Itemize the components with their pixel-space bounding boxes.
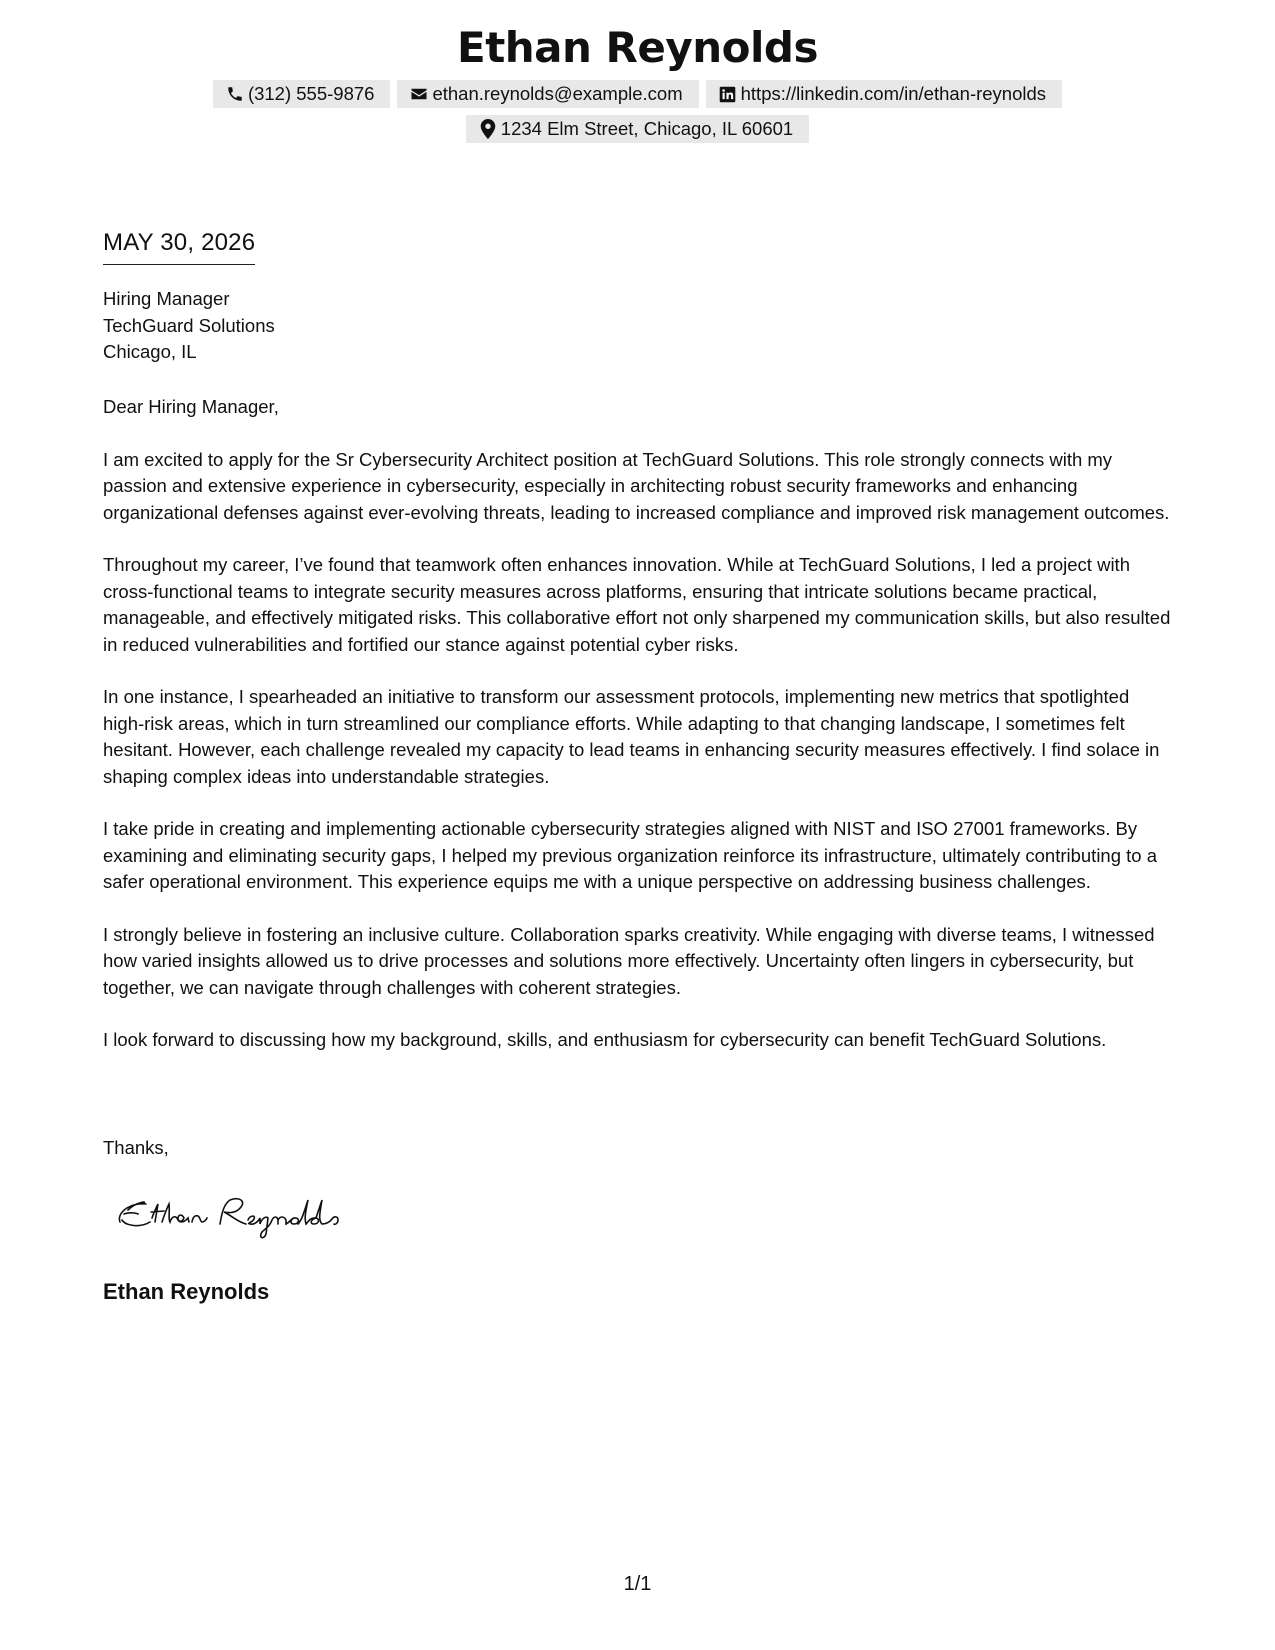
recipient-location: Chicago, IL xyxy=(103,341,197,362)
body-paragraph: I look forward to discussing how my background, skills, and enthusiasm for cybersecurity can benefit TechGuard Solutions. xyxy=(103,1029,1107,1050)
phone-icon xyxy=(225,84,245,104)
page-number: 1/1 xyxy=(623,1573,652,1595)
applicant-name-heading: Ethan Reynolds xyxy=(457,23,818,72)
recipient-company: TechGuard Solutions xyxy=(103,314,275,336)
phone-chip[interactable] xyxy=(213,80,391,108)
letter-date: MAY 30, 2026 xyxy=(103,227,255,265)
handwritten-signature xyxy=(112,1182,352,1242)
salutation: Dear Hiring Manager, xyxy=(103,396,279,417)
recipient-title: Hiring Manager xyxy=(103,288,230,309)
body-paragraph: I am excited to apply for the Sr Cybersecurity Architect position at TechGuard Solutions. This role strongly connects with my passion and extensive experience in cybersecurity, especially in architecting robust security frameworks and enhancing organizational defenses against ever-evolving threats, leading to increased compliance and improved risk management outcomes. xyxy=(103,448,1170,523)
phone-text: (312) 555-9876 xyxy=(247,83,375,104)
letter-body xyxy=(103,394,1173,1080)
body-paragraph: In one instance, I spearheaded an initiative to transform our assessment protocols, implementing new metrics that spotlighted high-risk areas, which in turn streamlined our compliance efforts. While adapting to that changing landscape, I sometimes felt hesitant. However, each challenge revealed my capacity to lead teams in enhancing security measures effectively. I find solace in shaping complex ideas into understandable strategies. xyxy=(103,686,1160,787)
address-row xyxy=(0,115,1275,143)
linkedin-text: https://linkedin.com/in/ethan-reynolds xyxy=(740,83,1047,104)
body-paragraph: I take pride in creating and implementing actionable cybersecurity strategies aligned with NIST and ISO 27001 frameworks. By examining and eliminating security gaps, I helped my previous organization reinforce its infrastructure, ultimately contributing to a safer operational environment. This experience equips me with a unique perspective on addressing business challenges. xyxy=(103,818,1158,892)
linkedin-chip[interactable] xyxy=(706,80,1062,108)
linkedin-icon xyxy=(718,84,738,104)
email-chip[interactable] xyxy=(397,80,698,108)
email-text: ethan.reynolds@example.com xyxy=(432,83,683,104)
closing-line: Thanks, xyxy=(103,1137,169,1158)
map-pin-icon xyxy=(478,119,498,139)
address-chip[interactable] xyxy=(466,115,809,143)
contact-row xyxy=(0,80,1275,108)
body-paragraph: I strongly believe in fostering an inclusive culture. Collaboration sparks creativity. While engaging with diverse teams, I witnessed how varied insights allowed us to drive processes and solutions more effectively. Uncertainty often lingers in cybersecurity, but together, we can navigate through challenges with coherent strategies. xyxy=(103,923,1155,998)
recipient-block xyxy=(103,286,275,366)
address-text: 1234 Elm Street, Chicago, IL 60601 xyxy=(500,118,794,139)
body-paragraph: Throughout my career, I’ve found that teamwork often enhances innovation. While at TechGuard Solutions, I led a project with cross-functional teams to integrate security measures across platforms, ensuring that intricate solutions became practical, manageable, and effectively mitigated risks. This collaborative effort not only sharpened my communication skills, but also resulted in reduced vulnerabilities and fortified our stance against potential cyber risks. xyxy=(103,554,1171,655)
signer-name: Ethan Reynolds xyxy=(103,1279,270,1304)
envelope-icon xyxy=(409,84,429,104)
